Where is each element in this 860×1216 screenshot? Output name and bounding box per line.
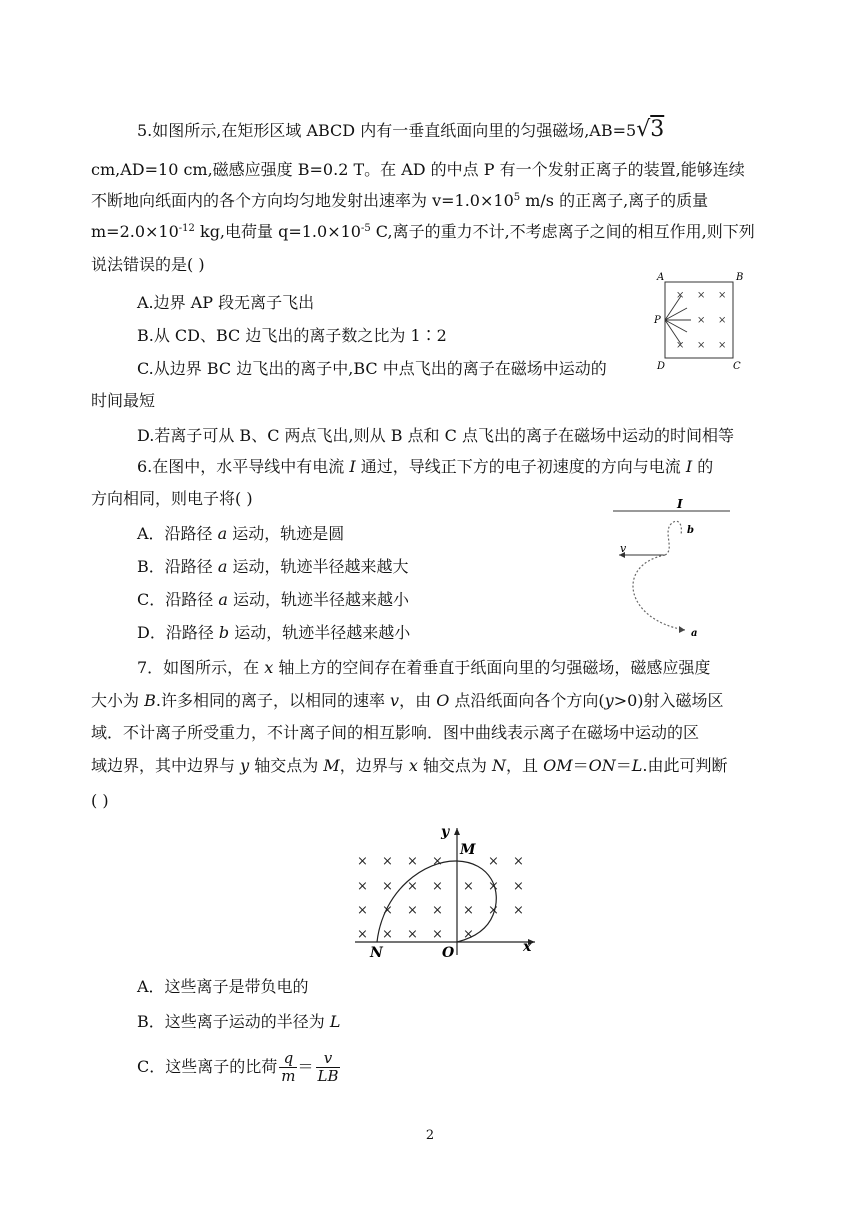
svg-text:×: × xyxy=(513,854,524,869)
q5-option-b: B.从 CD、BC 边飞出的离子数之比为 1∶2 xyxy=(137,326,447,345)
svg-text:×: × xyxy=(513,879,524,894)
svg-text:×: × xyxy=(463,903,474,918)
q7-option-b: B．这些离子运动的半径为 L xyxy=(137,1012,341,1031)
q6-line-2: 方向相同，则电子将( ) xyxy=(91,489,253,508)
svg-text:×: × xyxy=(357,903,368,918)
svg-text:×: × xyxy=(718,315,727,326)
q5-line-2: cm,AD=10 cm,磁感应强度 B=0.2 T。在 AD 的中点 P 有一个发射正离子的装置,能够连续 xyxy=(91,160,745,179)
svg-text:×: × xyxy=(432,854,443,869)
q5-label-p: P xyxy=(654,315,661,326)
q5-line-4: $m=2.0\times 10^{-12}$ kg,电荷量 $q=1.0\times 10^{-5}$ C,离子的重力不计,不考虑离子之间的相互作用,则下列 xyxy=(91,222,755,241)
svg-text:×: × xyxy=(357,854,368,869)
q6-label-b: b xyxy=(687,525,694,536)
svg-text:×: × xyxy=(676,340,685,351)
svg-text:×: × xyxy=(407,903,418,918)
q6-figure xyxy=(605,490,735,640)
q6-path-b xyxy=(665,521,681,555)
q7-fraction-vlb: $\frac{v}{LB}$ xyxy=(317,1049,339,1085)
svg-text:×: × xyxy=(697,315,706,326)
q6-option-b: B．沿路径 a 运动，轨迹半径越来越大 xyxy=(137,557,409,576)
svg-text:×: × xyxy=(382,903,393,918)
svg-text:×: × xyxy=(407,927,418,942)
svg-text:×: × xyxy=(357,879,368,894)
svg-text:×: × xyxy=(407,879,418,894)
svg-text:×: × xyxy=(407,854,418,869)
q5-line-1: 5.如图所示,在矩形区域 ABCD 内有一垂直纸面向里的匀强磁场,AB=5√3 xyxy=(137,117,665,142)
page-number: 2 xyxy=(425,1128,435,1143)
q7-line-4: 域边界，其中边界与 y 轴交点为 M，边界与 x 轴交点为 N，且 OM＝ON＝L.由此可判断 xyxy=(91,756,728,775)
svg-text:×: × xyxy=(488,854,499,869)
svg-text:×: × xyxy=(432,903,443,918)
q6-option-d: D．沿路径 b 运动，轨迹半径越来越小 xyxy=(137,623,411,642)
q7-line-1: 7．如图所示，在 x 轴上方的空间存在着垂直于纸面向里的匀强磁场，磁感应强度 xyxy=(137,658,711,677)
q5-line-5: 说法错误的是( ) xyxy=(91,255,205,274)
svg-text:×: × xyxy=(463,879,474,894)
q7-label-m: M xyxy=(460,842,476,858)
q5-label-c: C xyxy=(733,361,741,372)
q7-figure xyxy=(345,820,545,960)
q7-label-n: N xyxy=(370,945,383,960)
q5-velocity-arrows xyxy=(665,296,691,344)
q5-figure xyxy=(645,268,775,378)
svg-text:×: × xyxy=(676,290,685,301)
svg-text:×: × xyxy=(488,903,499,918)
svg-text:×: × xyxy=(357,927,368,942)
q6-label-i: I xyxy=(677,497,683,511)
svg-text:×: × xyxy=(718,290,727,301)
q7-label-x: x xyxy=(523,939,532,955)
q5-option-c: C.从边界 BC 边飞出的离子中,BC 中点飞出的离子在磁场中运动的 xyxy=(137,359,607,378)
q5-option-c-cont: 时间最短 xyxy=(91,391,156,410)
q7-fraction-qm: $\frac{q}{m}$ xyxy=(281,1049,296,1085)
q6-line-1: 6.在图中，水平导线中有电流 I 通过，导线正下方的电子初速度的方向与电流 I 的 xyxy=(137,457,714,476)
q6-label-v: v xyxy=(620,542,627,555)
q5-option-a: A.边界 AP 段无离子飞出 xyxy=(137,293,315,312)
q6-option-c: C．沿路径 a 运动，轨迹半径越来越小 xyxy=(137,590,409,609)
q7-line-2: 大小为 B.许多相同的离子，以相同的速率 v，由 O 点沿纸面向各个方向(y>0)射入磁场区 xyxy=(91,691,724,710)
svg-text:×: × xyxy=(488,879,499,894)
q5-option-d: D.若离子可从 B、C 两点飞出,则从 B 点和 C 点飞出的离子在磁场中运动的时间相等 xyxy=(137,426,734,445)
svg-text:×: × xyxy=(382,854,393,869)
svg-text:×: × xyxy=(697,290,706,301)
q5-label-d: D xyxy=(657,361,666,372)
q5-field-crosses xyxy=(676,290,726,351)
svg-text:×: × xyxy=(432,927,443,942)
q5-label-a: A xyxy=(657,272,665,283)
q7-label-y: y xyxy=(441,824,450,840)
q7-option-a: A．这些离子是带负电的 xyxy=(137,977,309,996)
q6-option-a: A．沿路径 a 运动，轨迹是圆 xyxy=(137,524,345,543)
svg-text:×: × xyxy=(513,903,524,918)
q7-field-crosses xyxy=(357,854,524,942)
q7-option-c: C．这些离子的比荷 $\frac{q}{m}$ ＝ $\frac{v}{LB}$ xyxy=(137,1049,339,1085)
q7-label-o: O xyxy=(442,945,455,960)
q5-line-3: 不断地向纸面内的各个方向均匀地发射出速率为 $v=1.0\times 10^5$ m/s 的正离子,离子的质量 xyxy=(91,191,709,210)
q7-line-3: 域．不计离子所受重力，不计离子间的相互影响．图中曲线表示离子在磁场中运动的区 xyxy=(91,723,700,742)
svg-text:×: × xyxy=(382,879,393,894)
svg-text:×: × xyxy=(718,340,727,351)
svg-text:×: × xyxy=(697,340,706,351)
q5-label-b: B xyxy=(736,272,744,283)
q6-label-a: a xyxy=(691,628,698,639)
svg-text:×: × xyxy=(432,879,443,894)
q6-path-a xyxy=(633,555,685,630)
svg-text:×: × xyxy=(463,927,474,942)
q7-line-5: ( ) xyxy=(91,791,109,810)
svg-text:×: × xyxy=(382,927,393,942)
